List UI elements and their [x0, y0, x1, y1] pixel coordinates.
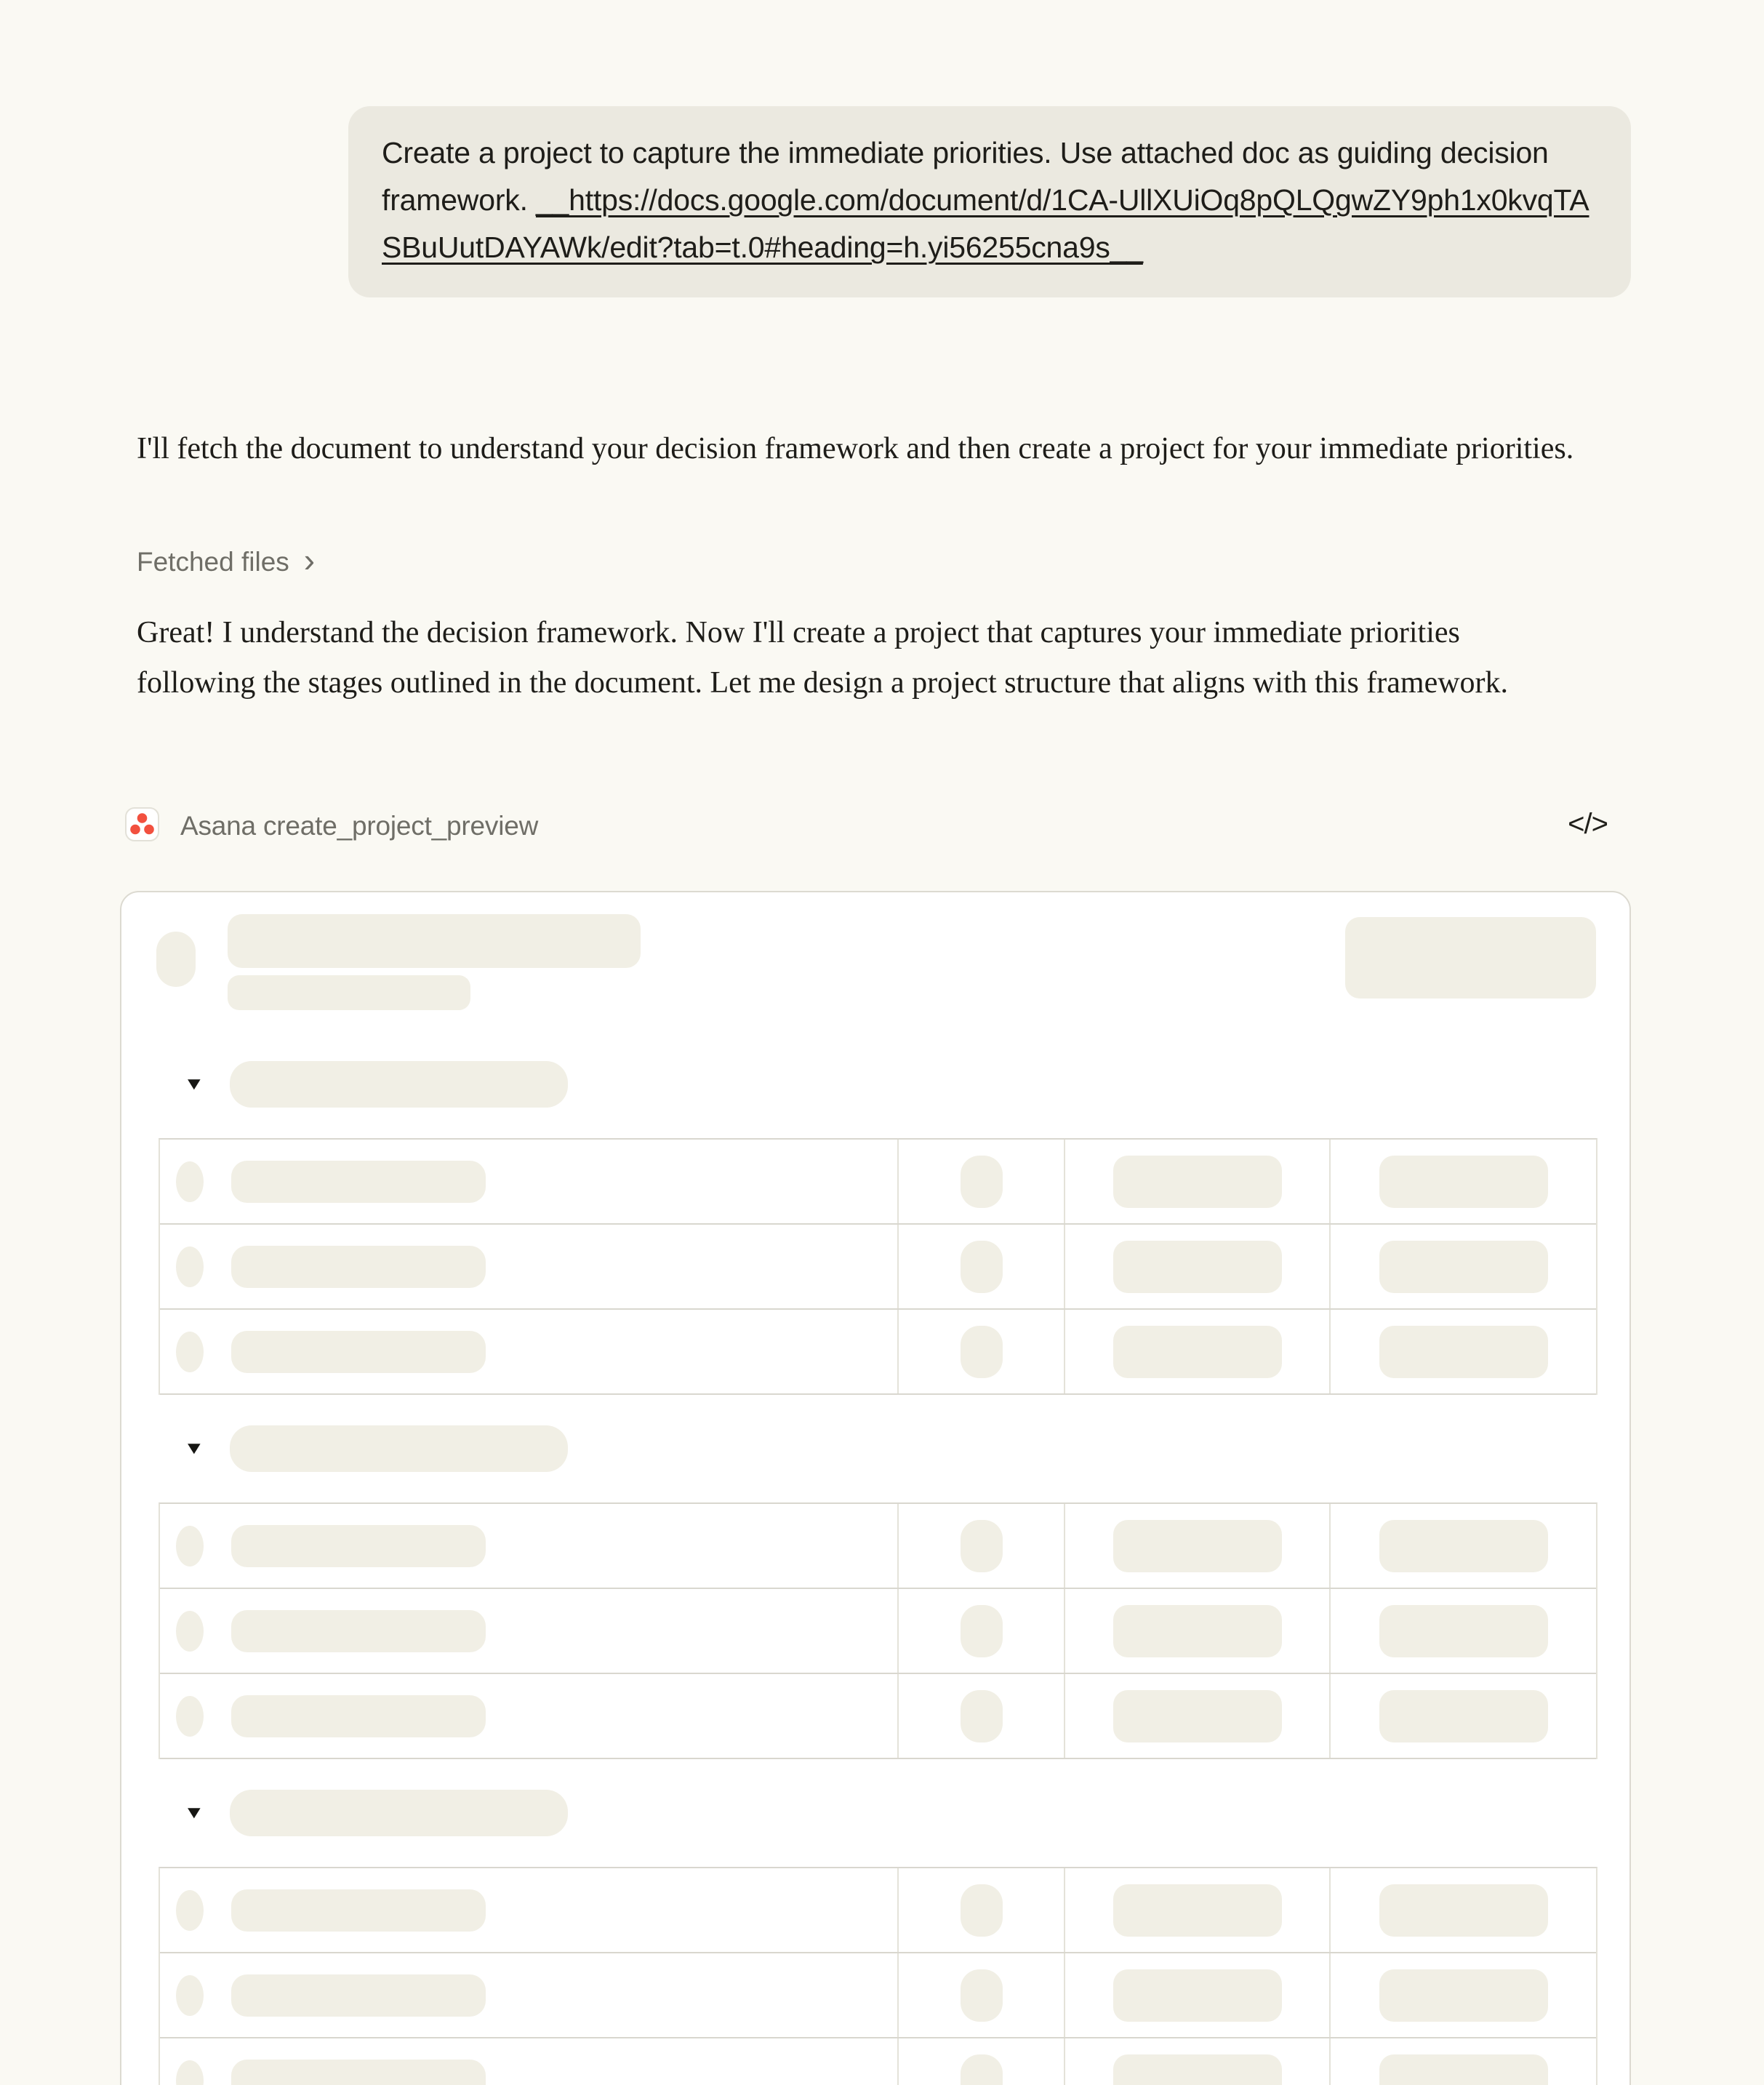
skeleton-cell-field-1: [1065, 1953, 1331, 2037]
skeleton-subtitle-bar: [228, 975, 470, 1010]
skeleton-cell-field-2: [1331, 1140, 1596, 1223]
skeleton-task-icon: [176, 1526, 204, 1566]
skeleton-title-bar: [228, 914, 641, 968]
skeleton-task-icon: [176, 1246, 204, 1287]
skeleton-table-row: [160, 1504, 1596, 1589]
skeleton-field-pill: [1113, 1605, 1282, 1657]
skeleton-cell-field-1: [1065, 1310, 1331, 1393]
skeleton-section: [159, 1395, 1597, 1759]
preview-card-header: [121, 892, 1629, 1031]
skeleton-table-row: [160, 2038, 1596, 2085]
skeleton-assignee-pill: [961, 1520, 1003, 1572]
skeleton-cell-field-2: [1331, 1310, 1596, 1393]
skeleton-assignee-pill: [961, 1156, 1003, 1208]
skeleton-task-icon: [176, 1611, 204, 1652]
skeleton-assignee-pill: [961, 1690, 1003, 1742]
skeleton-table-row: [160, 1310, 1596, 1395]
skeleton-cell-field-1: [1065, 1225, 1331, 1308]
skeleton-task-name-bar: [231, 1889, 486, 1932]
skeleton-table-row: [160, 1953, 1596, 2038]
tool-call-header: [125, 807, 1626, 848]
skeleton-cell-field-2: [1331, 1504, 1596, 1588]
skeleton-field-pill: [1113, 1969, 1282, 2022]
skeleton-assignee-pill: [961, 1884, 1003, 1937]
skeleton-cell-field-2: [1331, 1674, 1596, 1758]
skeleton-task-name-bar: [231, 2060, 486, 2085]
skeleton-cell-field-1: [1065, 1674, 1331, 1758]
skeleton-action-button: [1345, 917, 1596, 999]
skeleton-cell-field-2: [1331, 1589, 1596, 1673]
skeleton-field-pill: [1379, 1690, 1548, 1742]
skeleton-cell-task: [160, 1953, 899, 2037]
skeleton-field-pill: [1113, 1326, 1282, 1378]
skeleton-assignee-pill: [961, 1605, 1003, 1657]
skeleton-field-pill: [1379, 1884, 1548, 1937]
skeleton-cell-assignee: [899, 1504, 1065, 1588]
skeleton-cell-field-2: [1331, 1953, 1596, 2037]
skeleton-field-pill: [1113, 1520, 1282, 1572]
skeleton-section-header: [159, 1395, 1597, 1502]
skeleton-cell-field-1: [1065, 2038, 1331, 2085]
skeleton-field-pill: [1113, 2054, 1282, 2085]
skeleton-cell-field-1: [1065, 1140, 1331, 1223]
triangle-down-icon[interactable]: ▼: [183, 1074, 205, 1094]
skeleton-task-name-bar: [231, 1525, 486, 1567]
skeleton-assignee-pill: [961, 1969, 1003, 2022]
skeleton-task-name-bar: [231, 1161, 486, 1203]
conversation-thread: [120, 0, 1631, 2085]
google-doc-link[interactable]: __https://docs.google.com/document/d/1CA-UllXUiOq8pQLQgwZY9ph1x0kvqTASBuUutDAYAWk/edit?tab=t.0#heading=h.yi56255cna9s__: [382, 183, 1589, 264]
skeleton-task-name-bar: [231, 1695, 486, 1737]
skeleton-table-row: [160, 1868, 1596, 1953]
skeleton-task-icon: [176, 1161, 204, 1202]
skeleton-cell-assignee: [899, 1225, 1065, 1308]
skeleton-section-title-bar: [230, 1790, 568, 1836]
skeleton-table: [159, 1502, 1597, 1759]
skeleton-task-name-bar: [231, 1246, 486, 1288]
asana-project-preview-card: [120, 891, 1631, 2085]
skeleton-cell-task: [160, 1225, 899, 1308]
skeleton-field-pill: [1379, 1605, 1548, 1657]
user-message-text: Create a project to capture the immediate priorities. Use attached doc as guiding decision framework.: [382, 136, 1549, 217]
skeleton-field-pill: [1379, 2054, 1548, 2085]
code-icon[interactable]: </>: [1568, 808, 1608, 840]
skeleton-cell-field-2: [1331, 1225, 1596, 1308]
skeleton-field-pill: [1379, 1156, 1548, 1208]
skeleton-cell-task: [160, 1589, 899, 1673]
skeleton-table-row: [160, 1589, 1596, 1674]
skeleton-field-pill: [1113, 1690, 1282, 1742]
user-message-bubble: [348, 106, 1631, 297]
skeleton-cell-field-2: [1331, 2038, 1596, 2085]
skeleton-task-name-bar: [231, 1610, 486, 1652]
skeleton-cell-field-1: [1065, 1589, 1331, 1673]
skeleton-task-name-bar: [231, 1974, 486, 2017]
skeleton-cell-task: [160, 1310, 899, 1393]
skeleton-cell-assignee: [899, 1589, 1065, 1673]
skeleton-field-pill: [1379, 1241, 1548, 1293]
skeleton-table-row: [160, 1225, 1596, 1310]
skeleton-cell-field-2: [1331, 1868, 1596, 1952]
skeleton-cell-task: [160, 1674, 899, 1758]
skeleton-cell-assignee: [899, 2038, 1065, 2085]
skeleton-assignee-pill: [961, 1241, 1003, 1293]
skeleton-cell-assignee: [899, 1953, 1065, 2037]
skeleton-task-icon: [176, 2060, 204, 2085]
skeleton-field-pill: [1379, 1520, 1548, 1572]
skeleton-cell-assignee: [899, 1674, 1065, 1758]
tool-call-title: Asana create_project_preview: [180, 811, 539, 841]
skeleton-task-icon: [176, 1696, 204, 1737]
skeleton-table-row: [160, 1140, 1596, 1225]
skeleton-task-icon: [176, 1332, 204, 1372]
triangle-down-icon[interactable]: ▼: [183, 1438, 205, 1458]
skeleton-cell-task: [160, 1868, 899, 1952]
skeleton-field-pill: [1379, 1326, 1548, 1378]
fetched-files-disclosure[interactable]: [137, 540, 316, 579]
skeleton-table: [159, 1867, 1597, 2085]
triangle-down-icon[interactable]: ▼: [183, 1803, 205, 1822]
skeleton-avatar: [156, 932, 196, 987]
skeleton-assignee-pill: [961, 2054, 1003, 2085]
skeleton-cell-field-1: [1065, 1868, 1331, 1952]
asana-icon: [125, 807, 159, 841]
skeleton-field-pill: [1113, 1241, 1282, 1293]
skeleton-cell-task: [160, 1504, 899, 1588]
skeleton-cell-assignee: [899, 1868, 1065, 1952]
fetched-files-label: Fetched files: [137, 547, 289, 577]
skeleton-table-row: [160, 1674, 1596, 1759]
skeleton-assignee-pill: [961, 1326, 1003, 1378]
skeleton-cell-task: [160, 2038, 899, 2085]
skeleton-field-pill: [1113, 1156, 1282, 1208]
skeleton-task-name-bar: [231, 1331, 486, 1373]
skeleton-section-header: [159, 1031, 1597, 1138]
preview-card-sections: [159, 1031, 1597, 2085]
skeleton-section-title-bar: [230, 1061, 568, 1108]
chevron-right-icon: ›: [303, 540, 316, 579]
skeleton-cell-assignee: [899, 1140, 1065, 1223]
skeleton-section-header: [159, 1759, 1597, 1867]
assistant-paragraph-2: Great! I understand the decision framework. Now I'll create a project that captures your immediate priorities following the stages outlined in the document. Let me design a project structure that aligns with this framework.: [137, 616, 1509, 700]
skeleton-task-icon: [176, 1975, 204, 2016]
skeleton-task-icon: [176, 1890, 204, 1931]
skeleton-cell-field-1: [1065, 1504, 1331, 1588]
skeleton-table: [159, 1138, 1597, 1395]
skeleton-field-pill: [1379, 1969, 1548, 2022]
skeleton-cell-assignee: [899, 1310, 1065, 1393]
skeleton-section: [159, 1031, 1597, 1395]
skeleton-field-pill: [1113, 1884, 1282, 1937]
skeleton-cell-task: [160, 1140, 899, 1223]
skeleton-section-title-bar: [230, 1425, 568, 1472]
skeleton-section: [159, 1759, 1597, 2085]
assistant-paragraph-1: I'll fetch the document to understand your decision framework and then create a project for your immediate priorities.: [137, 432, 1574, 465]
